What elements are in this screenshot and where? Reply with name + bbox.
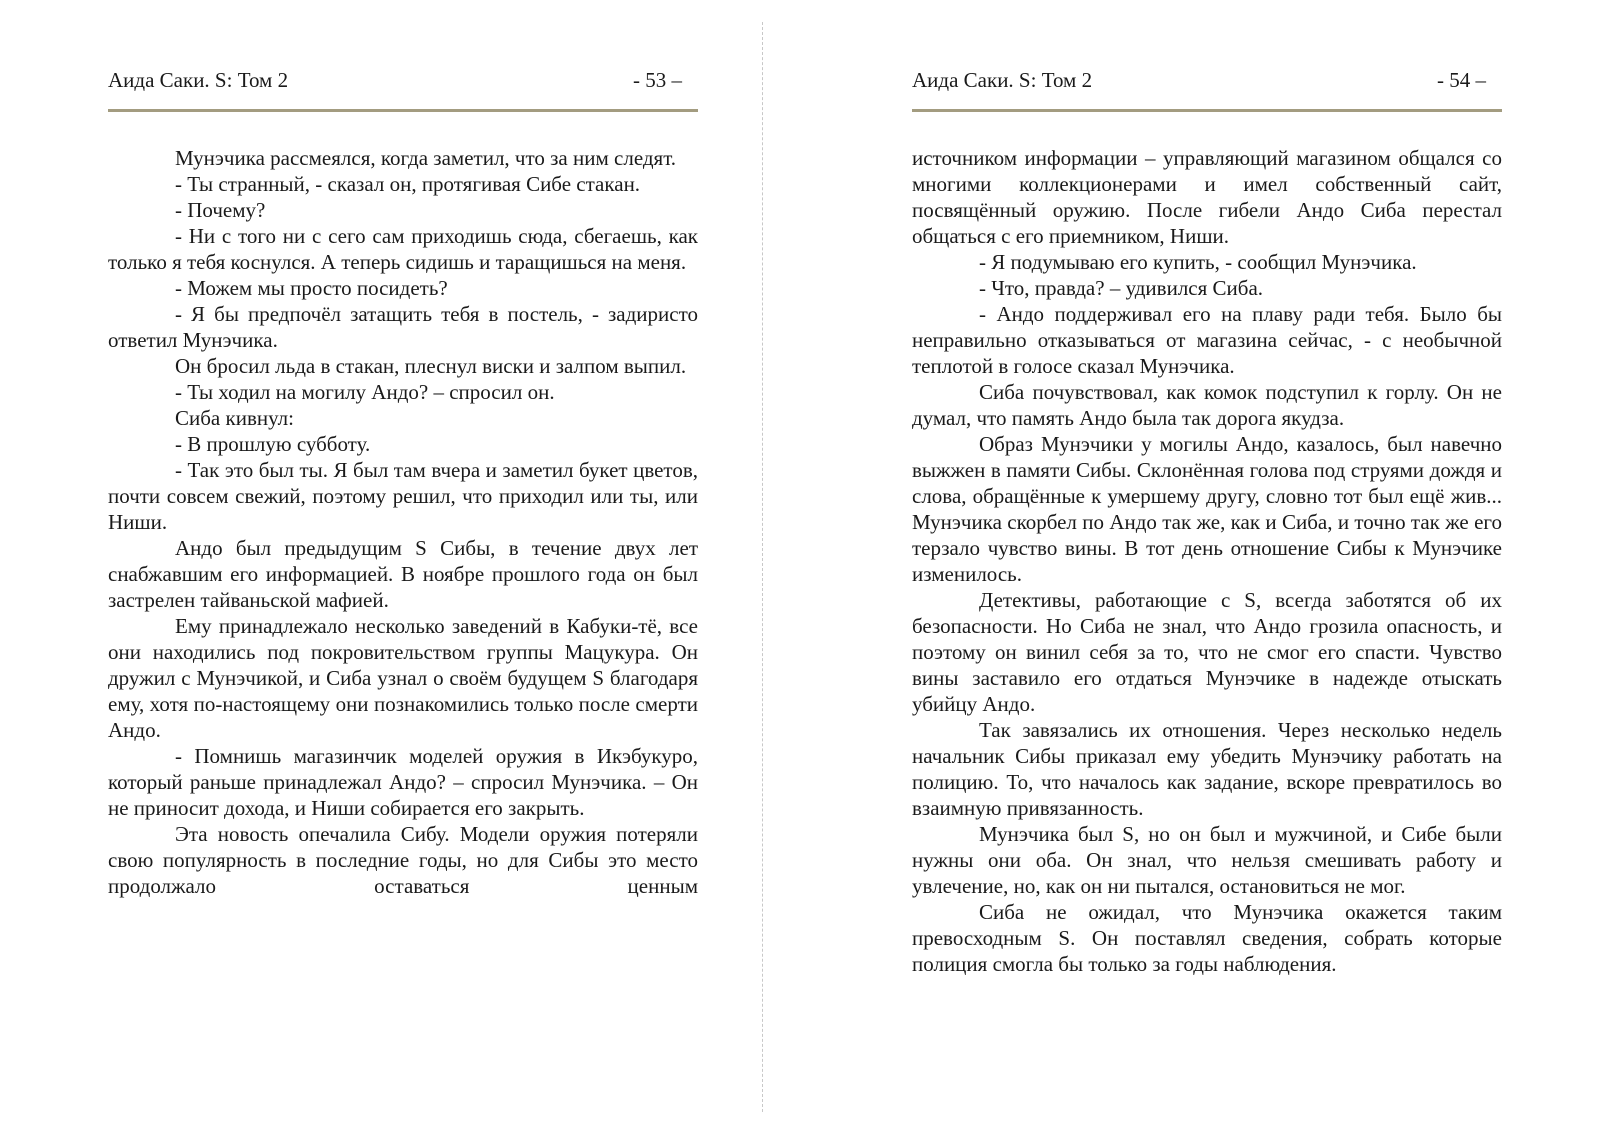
book-title: Аида Саки. S: Том 2 xyxy=(108,68,289,92)
paragraph: источником информации – управляющий магазином общался со многими коллекционерами и имел собственный сайт, посвящённый оружию. После гибели Андо Сиба перестал общаться с его приемником, Ниши. xyxy=(912,146,1502,248)
paragraph: Эта новость опечалила Сибу. Модели оружия потеряли свою популярность в последние годы, но для Сибы это место продолжало оставаться ценным xyxy=(108,822,698,898)
paragraph: Так завязались их отношения. Через несколько недель начальник Сибы приказал ему убедить Мунэчику работать на полицию. То, что началось как задание, вскоре превратилось во взаимную привязанность. xyxy=(912,718,1502,820)
page-divider xyxy=(762,22,763,1112)
paragraph: Сиба почувствовал, как комок подступил к горлу. Он не думал, что память Андо была так дорога якудза. xyxy=(912,380,1502,430)
paragraph: - Ты ходил на могилу Андо? – спросил он. xyxy=(175,380,555,404)
paragraph: - Что, правда? – удивился Сиба. xyxy=(979,276,1264,300)
paragraph: Мунэчика рассмеялся, когда заметил, что за ним следят. xyxy=(175,146,677,170)
paragraph: Сиба кивнул: xyxy=(175,406,294,430)
paragraph: Мунэчика был S, но он был и мужчиной, и Сибе были нужны они оба. Он знал, что нельзя смешивать работу и увлечение, но, как он ни пытался, остановиться не мог. xyxy=(912,822,1502,898)
page-header xyxy=(108,66,698,94)
paragraph: Детективы, работающие с S, всегда заботятся об их безопасности. Но Сиба не знал, что Андо грозила опасность, и поэтому он винил себя за то, что не смог его спасти. Чувство вины заставило его отдаться Мунэчике в надежде отыскать убийцу Андо. xyxy=(912,588,1502,716)
paragraph: - Я подумываю его купить, - сообщил Мунэчика. xyxy=(979,250,1417,274)
paragraph: Образ Мунэчики у могилы Андо, казалось, был навечно выжжен в памяти Сибы. Склонённая голова под струями дождя и слова, обращённые к умершему другу, словно тот был ещё жив... Мунэчика скорбел по Андо так же, как и Сиба, и точно так же его терзало чувство вины. В тот день отношение Сибы к Мунэчике изменилось. xyxy=(912,432,1502,586)
paragraph: - В прошлую субботу. xyxy=(175,432,371,456)
book-title: Аида Саки. S: Том 2 xyxy=(912,68,1093,92)
page-body xyxy=(108,145,698,899)
paragraph: - Андо поддерживал его на плаву ради тебя. Было бы неправильно отказываться от магазина сейчас, - с необычной теплотой в голосе сказал Мунэчика. xyxy=(912,302,1502,378)
paragraph: Ему принадлежало несколько заведений в Кабуки-тё, все они находились под покровительством группы Мацукура. Он дружил с Мунэчикой, и Сиба узнал о своём будущем S благодаря ему, хотя по-настоящему они познакомились только после смерти Андо. xyxy=(108,614,698,742)
page-number: - 53 – xyxy=(633,68,682,92)
paragraph: - Ни с того ни с сего сам приходишь сюда, сбегаешь, как только я тебя коснулся. А теперь сидишь и таращишься на меня. xyxy=(108,224,698,274)
right-page xyxy=(800,0,1600,1131)
page-body xyxy=(912,145,1502,977)
paragraph: - Можем мы просто посидеть? xyxy=(175,276,448,300)
paragraph: Он бросил льда в стакан, плеснул виски и залпом выпил. xyxy=(175,354,687,378)
header-rule xyxy=(912,109,1502,112)
page-header xyxy=(912,66,1502,94)
paragraph: - Так это был ты. Я был там вчера и заметил букет цветов, почти совсем свежий, поэтому решил, что приходил или ты, или Ниши. xyxy=(108,458,698,534)
header-rule xyxy=(108,109,698,112)
paragraph: Сиба не ожидал, что Мунэчика окажется таким превосходным S. Он поставлял сведения, собрать которые полиция смогла бы только за годы наблюдения. xyxy=(912,900,1502,976)
paragraph: Андо был предыдущим S Сибы, в течение двух лет снабжавшим его информацией. В ноябре прошлого года он был застрелен тайваньской мафией. xyxy=(108,536,698,612)
paragraph: - Помнишь магазинчик моделей оружия в Икэбукуро, который раньше принадлежал Андо? – спросил Мунэчика. – Он не приносит дохода, и Ниши собирается его закрыть. xyxy=(108,744,698,820)
page-number: - 54 – xyxy=(1437,68,1486,92)
paragraph: - Ты странный, - сказал он, протягивая Сибе стакан. xyxy=(175,172,641,196)
paragraph: - Я бы предпочёл затащить тебя в постель, - задиристо ответил Мунэчика. xyxy=(108,302,698,352)
paragraph: - Почему? xyxy=(175,198,266,222)
